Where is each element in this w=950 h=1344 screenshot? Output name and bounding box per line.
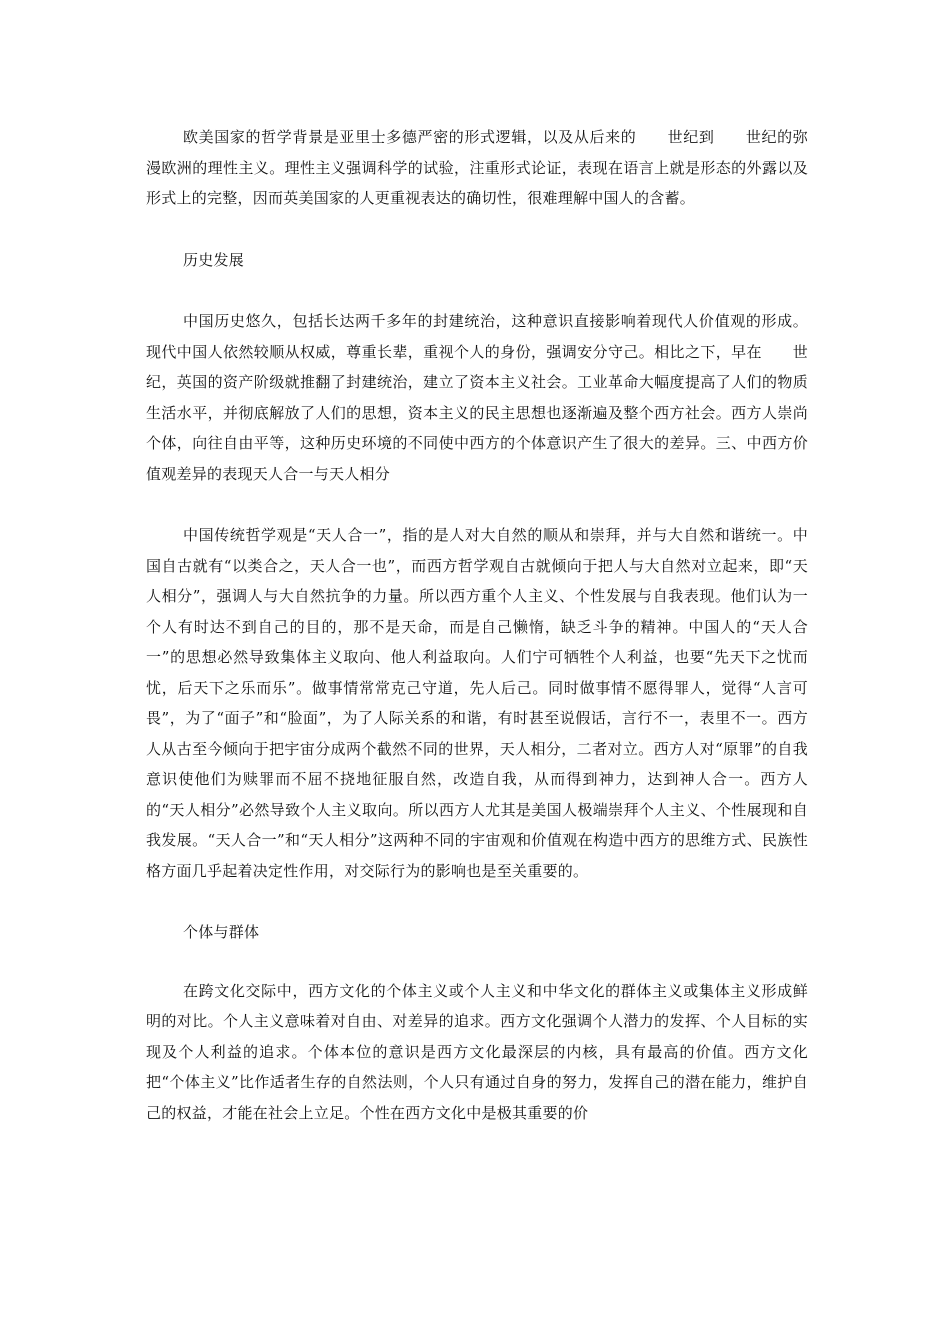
section-heading-individual-group: 个体与群体 <box>183 923 260 941</box>
document-body <box>146 122 808 1128</box>
paragraph-philosophy-background: 欧美国家的哲学背景是亚里士多德严密的形式逻辑，以及从后来的 世纪到 世纪的弥漫欧洲的理性主义。理性主义强调科学的试验，注重形式论证，表现在语言上就是形态的外露以及形式上的完整，因而英美国家的人更重视表达的确切性，很难理解中国人的含蓄。 <box>146 128 808 207</box>
section-heading-history: 历史发展 <box>183 250 245 269</box>
paragraph-heaven-and-man: 中国传统哲学观是“天人合一”，指的是人对大自然的顺从和崇拜，并与大自然和谐统一。中国自古就有“以类合之，天人合一也”，而西方哲学观自古就倾向于把人与大自然对立起来，即“天人相分”，强调人与大自然抗争的力量。所以西方重个人主义、个性发展与自我表现。他们认为一个人有时达不到自己的目的，那不是天命，而是自己懒惰，缺乏斗争的精神。中国人的“天人合一”的思想必然导致集体主义取向、他人利益取向。人们宁可牺牲个人利益，也要“先天下之忧而忧，后天下之乐而乐”。做事情常常克己守道，先人后己。同时做事情不愿得罪人，觉得“人言可畏”，为了“面子”和“脸面”，为了人际关系的和谐，有时甚至说假话，言行不一，表里不一。西方人从古至今倾向于把宇宙分成两个截然不同的世界，天人相分，二者对立。西方人对“原罪”的自我意识使他们为赎罪而不屈不挠地征服自然，改造自我，从而得到神力，达到神人合一。西方人的“天人相分”必然导致个人主义取向。所以西方人尤其是美国人极端崇拜个人主义、个性展现和自我发展。“天人合一”和“天人相分”这两种不同的宇宙观和价值观在构造中西方的思维方式、民族性格方面几乎起着决定性作用，对交际行为的影响也是至关重要的。 <box>146 526 808 880</box>
paragraph-individualism: 在跨文化交际中，西方文化的个体主义或个人主义和中华文化的群体主义或集体主义形成鲜明的对比。个人主义意味着对自由、对差异的追求。西方文化强调个人潜力的发挥、个人目标的实现及个人利益的追求。个体本位的意识是西方文化最深层的内核，具有最高的价值。西方文化把“个体主义”比作适者生存的自然法则，个人只有通过自身的努力，发挥自己的潜在能力，维护自己的权益，才能在社会上立足。个性在西方文化中是极其重要的价 <box>146 981 808 1122</box>
paragraph-history-development: 中国历史悠久，包括长达两千多年的封建统治，这种意识直接影响着现代人价值观的形成。现代中国人依然较顺从权威，尊重长辈，重视个人的身份，强调安分守己。相比之下，早在 世纪，英国的资产阶级就推翻了封建统治，建立了资本主义社会。工业革命大幅度提高了人们的物质生活水平，并彻底解放了人们的思想，资本主义的民主思想也逐渐遍及整个西方社会。西方人崇尚个体，向往自由平等，这种历史环境的不同使中西方的个体意识产生了很大的差异。三、中西方价值观差异的表现天人合一与天人相分 <box>146 312 808 483</box>
